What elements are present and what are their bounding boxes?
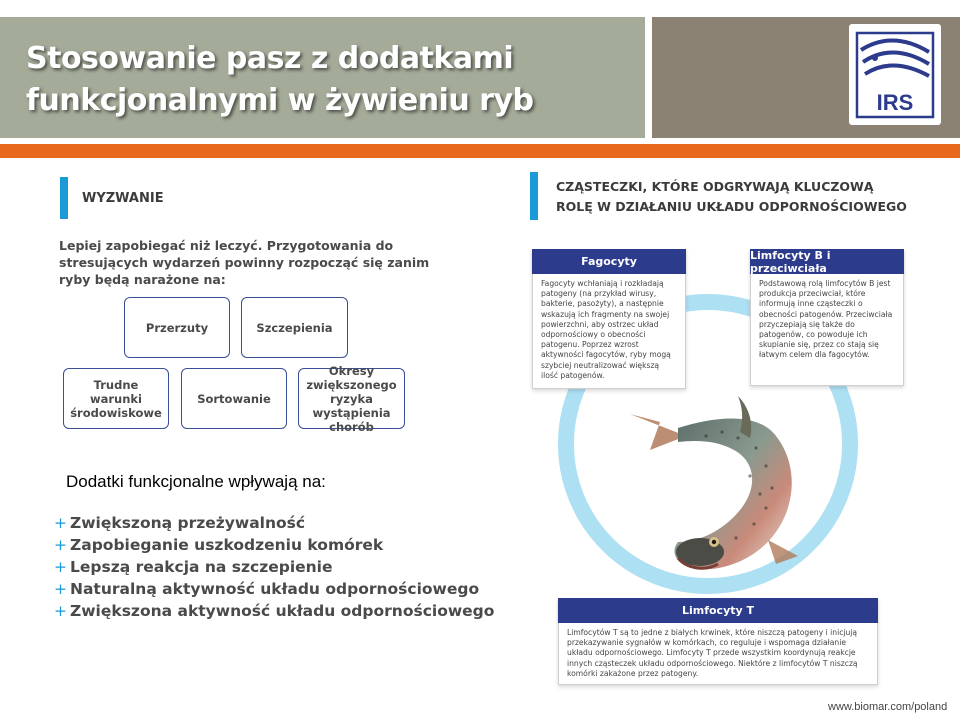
plus-icon: + (54, 536, 67, 554)
box-sortowanie: Sortowanie (181, 368, 287, 429)
wyzwanie-accent-bar (60, 177, 68, 219)
intro-line-1: Lepiej zapobiegać niż leczyć. Przygotowania do (59, 238, 394, 253)
benefits-list (54, 512, 494, 622)
intro-line-2: stresujących wydarzeń powinny rozpocząć się zanim (59, 255, 430, 270)
bullet-text: Zwiększona aktywność układu odpornościowego (70, 602, 495, 620)
plus-icon: + (54, 580, 67, 598)
list-item (54, 600, 494, 622)
intro-line-3: ryby będą narażone na: (59, 272, 226, 287)
bullet-text: Naturalną aktywność układu odpornościowego (70, 580, 480, 598)
fagocyty-header: Fagocyty (532, 249, 686, 274)
bullet-text: Lepszą reakcja na szczepienie (70, 558, 333, 576)
list-item (54, 578, 494, 600)
limfocyty-b-body: Podstawową rolą limfocytów B jest produkcja przeciwciał, które informują inne cząsteczki o obecności patogenów. Przeciwciała przyczepiają się także do patogenów, co powoduje ich skupianie się, przez co stają się łatwym celem dla fagocytów. (750, 274, 904, 386)
intro-paragraph (59, 237, 429, 288)
irs-logo (849, 24, 941, 125)
plus-icon: + (54, 514, 67, 532)
dodatki-heading: Dodatki funkcjonalne wpływają na: (66, 472, 326, 491)
plus-icon: + (54, 558, 67, 576)
box-szczepienia: Szczepienia (241, 297, 348, 358)
limfocyty-t-header: Limfocyty T (558, 598, 878, 623)
czasteczki-accent-bar (530, 172, 538, 220)
limfocyty-t-body: Limfocytów T są to jedne z białych krwinek, które niszczą patogeny i inicjują przekazywanie sygnałów w komórkach, co reguluje i wspomaga działanie układu odpornościowego. Limfocyty T przede wszystkim koordynują reakcje innych cząsteczek układu odpornościowego. Niektóre z limfocytów T niszczą komórki zakażone przez patogeny. (558, 623, 878, 685)
czasteczki-heading (556, 177, 907, 217)
box-okresy-ryzyka: Okresy zwiększonego ryzyka wystąpienia chorób (298, 368, 405, 429)
slide-title-line2: funkcjonalnymi w żywieniu ryb (26, 83, 534, 118)
bullet-text: Zapobieganie uszkodzeniu komórek (70, 536, 384, 554)
slide-title-line1: Stosowanie pasz z dodatkami (26, 41, 514, 76)
footer-url: www.biomar.com/poland (828, 701, 948, 713)
czasteczki-heading-line2: ROLĘ W DZIAŁANIU UKŁADU ODPORNOŚCIOWEGO (556, 199, 907, 214)
list-item (54, 512, 494, 534)
slide-title (26, 38, 636, 122)
fagocyty-body: Fagocyty wchłaniają i rozkładają patogeny (na przykład wirusy, bakterie, pasożyty), a następnie wskazują ich fragmenty na swojej powierzchni, aby ostrzec układ odpornościowy o obecności patogenu. Poprzez wzrost aktywności fagocytów, ryby mogą szybciej neutralizować większą ilość patogenów. (532, 274, 686, 389)
bullet-text: Zwiększoną przeżywalność (70, 514, 306, 532)
list-item (54, 556, 494, 578)
limfocyty-b-header: Limfocyty B i przeciwciała (750, 249, 904, 274)
box-trudne-warunki: Trudne warunki środowiskowe (63, 368, 169, 429)
czasteczki-heading-line1: CZĄSTECZKI, KTÓRE ODGRYWAJĄ KLUCZOWĄ (556, 179, 874, 194)
box-przerzuty: Przerzuty (124, 297, 230, 358)
logo-text: IRS (876, 90, 914, 115)
orange-divider (0, 144, 960, 158)
list-item (54, 534, 494, 556)
wyzwanie-heading: WYZWANIE (82, 191, 164, 206)
fish-logo-icon (849, 24, 941, 125)
plus-icon: + (54, 602, 67, 620)
trout-fish-image (626, 392, 838, 592)
